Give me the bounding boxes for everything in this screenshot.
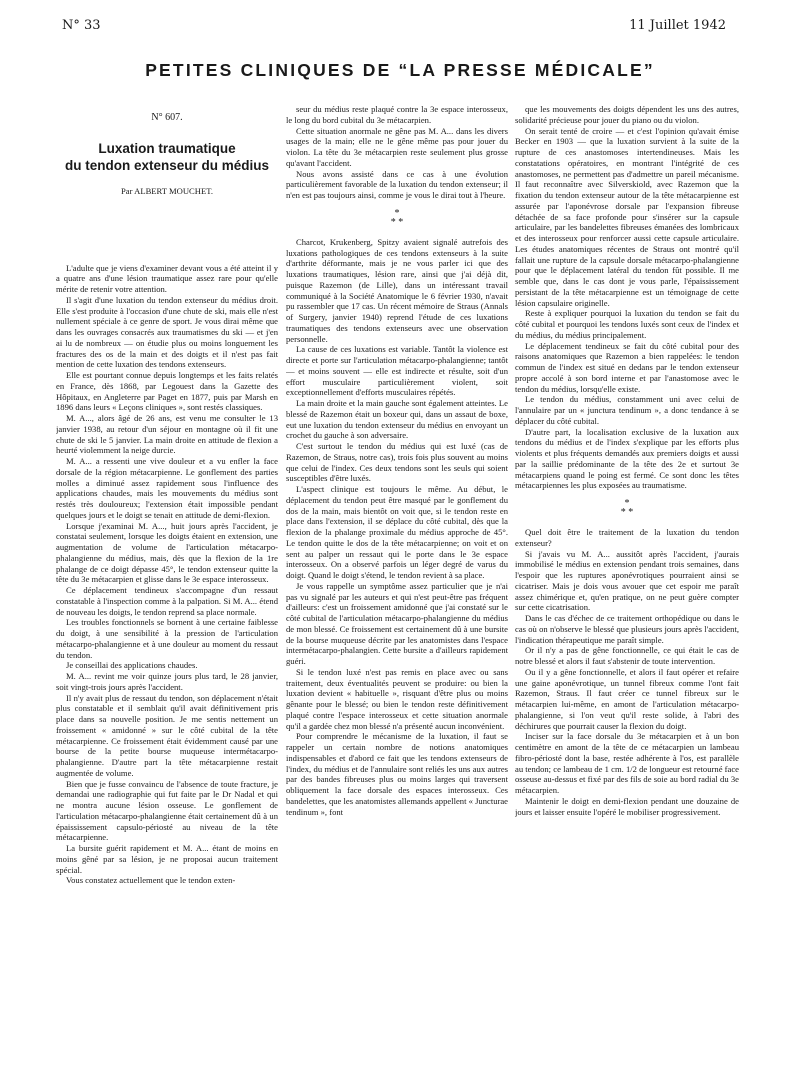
- paragraph: Elle est pourtant connue depuis longtemps et les faits relatés en France, dès 1868, par Legouest dans la Gazette des Hôpitaux, en Angleterre par Paget en 1877, puis par Marsh en 1896 dans leurs « Leçons cliniques », sont restés classiques.: [56, 370, 278, 413]
- section-banner: PETITES CLINIQUES DE “LA PRESSE MÉDICALE”: [145, 60, 655, 80]
- paragraph: C'est surtout le tendon du médius qui est luxé (cas de Razemon, de Straus, notre cas), trois fois plus souvent au moins que celui de l'index. Ces deux tendons sont les seuls qui soient susceptibles d'être luxés.: [286, 441, 508, 484]
- paragraph: Dans le cas d'échec de ce traitement orthopédique ou dans le cas où on n'observe le blessé que plusieurs jours après l'accident, l'indication thérapeutique me paraît simple.: [515, 613, 739, 645]
- paragraph: Ou il y a gêne fonctionnelle, et alors il faut opérer et refaire une gaine aponévrotique, un tunnel fibreux comme l'ont fait Razemon, Straus. Il faut créer ce tunnel fibreux sur le métacarpien lui-même, en amont de l'articulation métacarpo-phalangienne, si l'on veut qu'il reste solide, à l'abri des déchirures que pourrait causer la flexion du doigt.: [515, 666, 739, 731]
- paragraph: Le tendon du médius, constamment uni avec celui de l'annulaire par un « junctura tendinum », a donc tendance à se déplacer du côté cubital.: [515, 394, 739, 426]
- paragraph: M. A..., alors âgé de 26 ans, est venu me consulter le 13 janvier 1938, au retour d'un séjour en montagne où il fit une chute de ski le 5 janvier. La main droite en attitude de flexion a heurté violemment la neige durcie.: [56, 413, 278, 456]
- column-2-body-b: [286, 237, 508, 818]
- paragraph: Si le tendon luxé n'est pas remis en place avec ou sans traitement, deux éventualités peuvent se produire: ou bien la luxation devient « habituelle », risquant d'être plus ou moins gênante pour le blessé; ou bien le tendon reste définitivement plaqué contre l'espace interosseux et cette situation anormale qu'il a gardée chez mon blessé n'a présenté aucun inconvénient.: [286, 666, 508, 731]
- column-3-body-a: [515, 104, 739, 491]
- paragraph: Bien que je fusse convaincu de l'absence de toute fracture, je demandai une radiographie qui fut faite par le Dr Nadal et qui ne montra aucune lésion osseuse. Le gonflement de l'articulation métacarpo-phalangienne était certainement dû à un épaississement capsulo-périosté au niveau de la tête métacarpienne.: [56, 778, 278, 843]
- article-author: Par ALBERT MOUCHET.: [120, 185, 214, 196]
- column-1-body: [56, 263, 278, 887]
- paragraph: Nous avons assisté dans ce cas à une évolution particulièrement favorable de la luxation du tendon extenseur; il n'en est pas toujours ainsi, comme je vous le dirai tout à l'heure.: [286, 168, 508, 200]
- paragraph: Ce déplacement tendineux s'accompagne d'un ressaut constatable à l'inspection comme à la palpation. Si M. A... étend de nouveau les doigts, le tendon reprend sa place normale.: [56, 585, 278, 617]
- section-asterism: * * *: [286, 209, 508, 227]
- article-title-line-1: Luxation traumatique: [98, 140, 236, 156]
- asterism-lower: * *: [390, 216, 404, 228]
- column-2: [286, 104, 508, 1074]
- paragraph: Les troubles fonctionnels se bornent à une certaine faiblesse du doigt, à une sensibilité à la pression de l'articulation métacarpo-phalangienne et à une douleur au moment du ressaut du tendon.: [56, 617, 278, 660]
- paragraph: Il n'y avait plus de ressaut du tendon, son déplacement n'était plus constatable et il semblait qu'il avait définitivement pris place dans sa nouvelle position. Je me sentis nettement un froissement « amidonné » sur le côté cubital de la tête métacarpienne. Ce froissement était évidemment causé par une bourse de la petite bourse muqueuse intermétacarpo-phalangienne. D'autre part la tête métacarpienne restait augmentée de volume.: [56, 692, 278, 778]
- paragraph: Cette situation anormale ne gêne pas M. A... dans les divers usages de la main; elle ne le gêne même pas pour jouer du violon. La tête du 3e métacarpien reste seulement plus grosse qu'avant l'accident.: [286, 125, 508, 168]
- paragraph: La bursite guérit rapidement et M. A... étant de moins en moins gêné par sa lésion, je ne proposai aucun traitement spécial.: [56, 843, 278, 875]
- paragraph: Quel doit être le traitement de la luxation du tendon extenseur?: [515, 527, 739, 548]
- paragraph: seur du médius reste plaqué contre la 3e espace interosseux, le long du bord cubital du 3e métacarpien.: [286, 104, 508, 125]
- paragraph: L'adulte que je viens d'examiner devant vous a été atteint il y a quatre ans d'une lésion traumatique assez rare pour qu'elle mérite de retenir votre attention.: [56, 262, 278, 294]
- issue-date: 11 Juillet 1942: [629, 18, 726, 33]
- paragraph: Inciser sur la face dorsale du 3e métacarpien et à un bon centimètre en amont de la tête de ce métacarpien un lambeau fibro-périosté dont la base, restée adhérente à l'os, est parallèle au tendon; ce lambeau de 1 cm. 1/2 de longueur est retourné face osseuse au-dessus et fixé par des fils de soie au bord radial du 3e métacarpien.: [515, 731, 739, 795]
- paragraph: Je conseillai des applications chaudes.: [66, 660, 198, 671]
- paragraph: La cause de ces luxations est variable. Tantôt la violence est directe et porte sur l'articulation métacarpo-phalangienne; tantôt — et moins souvent — elle est indirecte et résulte, soit d'un effort musculaire particulièrement violent, soit exceptionnellement d'efforts musculaires répétés.: [286, 344, 508, 398]
- paragraph: Charcot, Krukenberg, Spitzy avaient signalé autrefois des luxations pathologiques de ces tendons extenseurs à la suite d'arthrite déformante, mais je ne vous parler ici que des luxations traumatiques, lésion rare, ainsi que j'ai déjà dit, puisque Razemon (de Lille), dans un intéressant travail communiqué à la Société Anatomique le 6 février 1930, n'avait pu rassembler que 17 cas. Un récent mémoire de Straus (Annals of Surgery, janvier 1940) reprend l'étude de ces luxations traumatiques des tendons extenseurs avec une observation personnelle.: [286, 236, 508, 344]
- column-3-body-b: [515, 527, 739, 817]
- paragraph: Si j'avais vu M. A... aussitôt après l'accident, j'aurais immobilisé le médius en extension pendant trois semaines, dans l'espoir que les ruptures aponévrotiques pourraient ainsi se cicatriser. Mais je dois vous avouer que cet espoir me paraît assez chimérique et, qu'en pratique, on ne peut guère compter sur cette cicatrisation.: [515, 548, 739, 613]
- column-1: [56, 104, 278, 1074]
- column-3: [515, 104, 739, 1074]
- paragraph: On serait tenté de croire — et c'est l'opinion qu'avait émise Becker en 1903 — que la luxation survient à la suite de la rupture de ces anastomoses intertendineuses. Mais les constatations opératoires, en montrant l'intégrité de ces anastomoses, ne permettent pas d'admettre un pareil mécanisme. Il faut reconnaître avec Silverskiold, avec Razemon que la fixation du tendon extenseur autour de la tête métacarpienne est assurée par l'aponévrose dorsale par l'expansion fibreuse détachée de sa face profonde pour s'insérer sur la capsule articulaire, par les bandelettes fibreuses émanées des lombricaux et des interosseux pour renforcer aussi cette capsule articulaire. Les études anatomiques récentes de Straus ont montré qu'il fallait une rupture de la capsule dorsale métacarpo-phalangienne pour que le déplacement latéral du tendon fût possible. Il me semble que, dans le cas dont je vous parle, l'épaississement persistant de la tête métacarpienne est un témoignage de cette lésion capsulaire originelle.: [515, 125, 739, 308]
- paragraph: Vous constatez actuellement que le tendon exten-: [66, 875, 236, 886]
- paragraph: Le déplacement tendineux se fait du côté cubital pour des raisons anatomiques que Razemon a bien rappelées: le tendon commun de l'index est situé en dedans par le tendon extenseur propre accolé à son bord interne et par l'anastomose avec le tendon du médius, lorsqu'elle existe.: [515, 340, 739, 394]
- asterism-lower: * *: [620, 507, 634, 518]
- paragraph: M. A... a ressenti une vive douleur et a vu enfler la face dorsale de la région métacarpienne. Le gonflement des parties molles a diminué assez rapidement sous l'influence des applications chaudes, mais les mouvements du médius sont restés très douloureux; l'extension était impossible pendant quelques jours et le doigt se tenait en attitude de demi-flexion.: [56, 456, 278, 520]
- paragraph: Reste à expliquer pourquoi la luxation du tendon se fait du côté cubital et pourquoi les tendons luxés sont ceux de l'index et du médius, du médius principalement.: [515, 308, 739, 340]
- paragraph: que les mouvements des doigts dépendent les uns des autres, solidarité précieuse pour jouer du piano ou du violon.: [515, 104, 739, 125]
- paragraph: D'autre part, la localisation exclusive de la luxation aux tendons du médius et de l'index s'explique par les efforts plus violents et plus fréquents demandés aux premiers doigts et aussi par la saillie prédominante de la tête des 2e et surtout 3e métacarpiens quand le poing est fermé. Ce sont donc les têtes métacarpiennes les plus exposées au traumatisme.: [515, 426, 739, 491]
- paragraph: Maintenir le doigt en demi-flexion pendant une douzaine de jours et laisser ensuite l'opéré le mobiliser progressivement.: [515, 795, 739, 817]
- section-asterism: * * *: [515, 499, 739, 517]
- paragraph: M. A... revint me voir quinze jours plus tard, le 28 janvier, soit vingt-trois jours après l'accident.: [56, 671, 278, 692]
- issue-number: N° 33: [62, 18, 101, 33]
- paragraph: L'aspect clinique est toujours le même. Au début, le déplacement du tendon peut être masqué par le gonflement du dos de la main, mais bientôt on voit que, si le tendon reste en place dans l'extension, il se déplace du côté cubital, dès que la flexion de la phalange proximale du médius approche de 45°. Le tendon quitte le dos de la tête métacarpienne; on voit et on sent au palper un ressaut qui le porte dans le 3e espace interosseux. On a observé parfois un léger degré de varus du doigt. Quand le doigt s'étend, le tendon revient à sa place.: [286, 484, 508, 580]
- paragraph: La main droite et la main gauche sont également atteintes. Le blessé de Razemon était un boxeur qui, dans un assaut de boxe, eut une luxation du tendon extenseur du médius en envoyant un crochet du gauche à son adversaire.: [286, 398, 508, 441]
- paragraph: Il s'agit d'une luxation du tendon extenseur du médius droit. Elle s'est produite à l'occasion d'une chute de ski, mais elle n'est nullement spéciale à ce genre de sport. Je vous dirai même que dans les ouvrages consacrés aux traumatismes du ski — et j'en ai lu de nombreux — on étudie plus ou moins longuement les fractures des os de la main et des doigts et il n'est pas fait mention de cette luxation des tendons extenseurs.: [56, 294, 278, 370]
- article-title: [56, 140, 278, 174]
- paragraph: Lorsque j'examinai M. A..., huit jours après l'accident, je constatai seulement, lorsque les doigts étaient en extension, une augmentation de volume de l'articulation métacarpo-phalangienne du médius, mais, dès que la flexion de la 1re phalange de ce doigt dépasse 45°, le tendon extenseur quitte la tête du 3e métacarpien et glisse dans le 3e espace interosseux.: [56, 520, 278, 585]
- paragraph: Pour comprendre le mécanisme de la luxation, il faut se rappeler un certain nombre de notions anatomiques indispensables et d'abord ce fait que les tendons extenseurs de l'index, du médius et de l'annulaire sont reliés les uns aux autres par des bandes fibreuses plus ou moins larges qui traversent obliquement la face dorsale des espaces interosseux. Ces bandelettes, que les anatomistes allemands appellent « Juncturae tendinum », font: [286, 731, 508, 817]
- paragraph: Or il n'y a pas de gêne fonctionnelle, ce qui était le cas de notre blessé et alors il faut s'abstenir de toute intervention.: [515, 645, 739, 666]
- paragraph: Je vous rappelle un symptôme assez particulier que je n'ai pas vu signalé par les auteurs et qui n'est peut-être pas fréquent d'ailleurs: c'est un froissement amidonné que j'ai constaté sur le côté cubital de l'articulation métacarpo-phalangienne du médius de mon blessé. Ce froissement est certainement dû à une bursite de la bourse muqueuse décrite par les anatomistes dans l'espace intermétacarpo-phalangien. Cette bursite a d'ailleurs rapidement guéri.: [286, 580, 508, 666]
- article-number: N° 607.: [151, 112, 183, 123]
- article-title-line-2: du tendon extenseur du médius: [64, 157, 270, 173]
- column-2-body-a: [286, 104, 508, 201]
